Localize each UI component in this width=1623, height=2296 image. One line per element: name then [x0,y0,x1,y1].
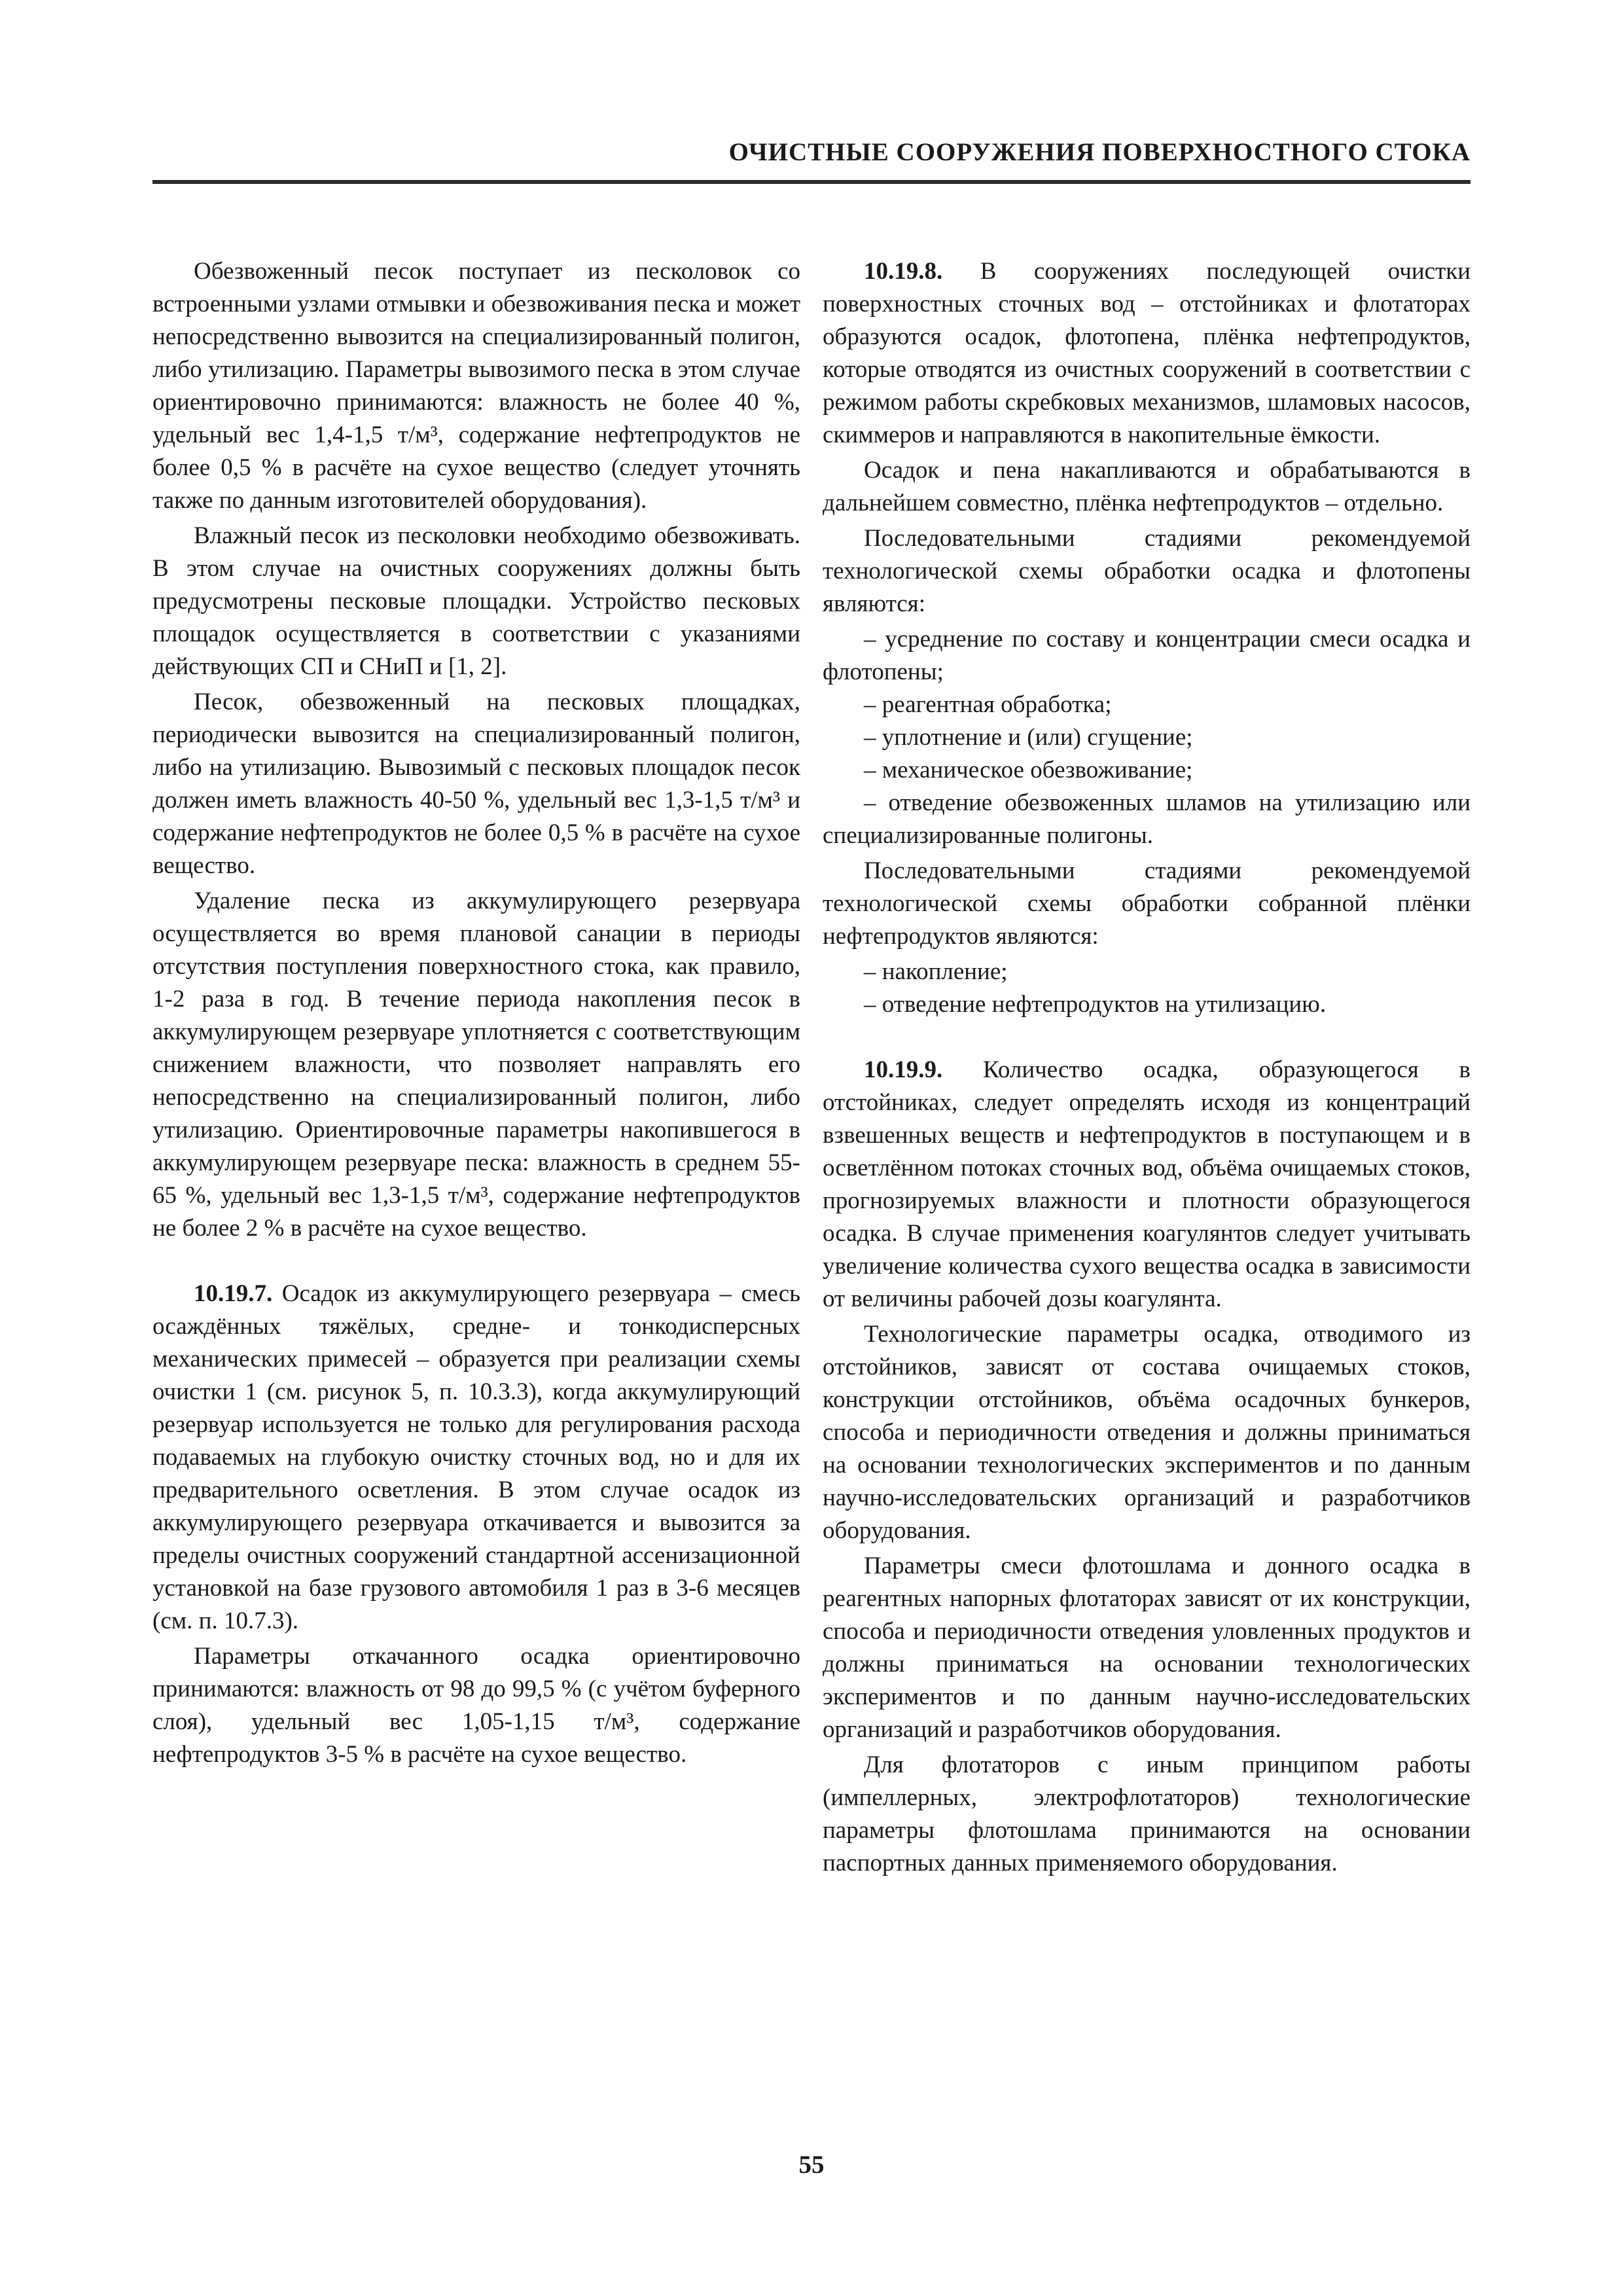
right-column [823,255,1471,1882]
page-number: 55 [798,2151,825,2179]
running-title: ОЧИСТНЫЕ СООРУЖЕНИЯ ПОВЕРХНОСТНОГО СТОКА [728,138,1471,166]
paragraph: Осадок и пена накапливаются и обрабатываются в дальнейшем совместно, плёнка нефтепродуктов – отдельно. [823,457,1471,516]
paragraph: Влажный песок из песколовки необходимо обезвоживать. В этом случае на очистных сооружениях должны быть предусмотрены песковые площадки. Устройство песковых площадок осуществляется в соответствии с указаниями действующих СП и СНиП и [1, 2]. [152,522,800,680]
list-item: – усреднение по составу и концентрации смеси осадка и флотопены; [823,626,1471,685]
paragraph: Удаление песка из аккумулирующего резервуара осуществляется во время плановой санации в периоды отсутствия поступления поверхностного стока, как правило, 1-2 раза в год. В течение периода накопления песок в аккумулирующем резервуаре уплотняется с соответствующим снижением влажности, что позволяет направлять его непосредственно на специализированный полигон, либо утилизацию. Ориентировочные параметры накопившегося в аккумулирующем резервуаре песка: влажность в среднем 55-65 %, удельный вес 1,3-1,5 т/м³, содержание нефтепродуктов не более 2 % в расчёте на сухое вещество. [152,888,800,1242]
paragraph: Параметры смеси флотошлама и донного осадка в реагентных напорных флотаторах зависят от их конструкции, способа и периодичности отведения уловленных продуктов и должны приниматься на основании технологических экспериментов и по данным научно-исследовательских организаций и разработчиков оборудования. [823,1552,1471,1743]
section-number: 10.19.8. [864,258,943,285]
paragraph: Последовательными стадиями рекомендуемой технологической схемы обработки осадка и флотопены являются: [823,525,1471,617]
section-text: В сооружениях последующей очистки поверхностных сточных вод – отстойниках и флотаторах образуются осадок, флотопена, плёнка нефтепродуктов, которые отводятся из очистных сооружений в соответствии с режимом работы скребковых механизмов, шламовых насосов, скиммеров и направляются в накопительные ёмкости. [823,258,1471,448]
list-item: – уплотнение и (или) сгущение; [864,724,1193,751]
section-10-19-7 [152,1278,800,1638]
paragraph: Последовательными стадиями рекомендуемой технологической схемы обработки собранной плёнки нефтепродуктов являются: [823,857,1471,950]
list-item: – механическое обезвоживание; [864,757,1193,783]
list-item: – реагентная обработка; [864,691,1112,718]
section-number: 10.19.7. [194,1280,273,1307]
paragraph: Технологические параметры осадка, отводимого из отстойников, зависят от состава очищаемых стоков, конструкции отстойников, объёма осадочных бункеров, способа и периодичности отведения и должны приниматься на основании технологических экспериментов и по данным научно-исследовательских организаций и разработчиков оборудования. [823,1321,1471,1544]
list-item: – накопление; [864,958,1008,985]
section-10-19-8 [823,255,1471,452]
paragraph: Песок, обезвоженный на песковых площадках, периодически вывозится на специализированный полигон, либо на утилизацию. Вывозимый с песковых площадок песок должен иметь влажность 40-50 %, удельный вес 1,3-1,5 т/м³ и содержание нефтепродуктов не более 0,5 % в расчёте на сухое вещество. [152,689,800,879]
list-item: – отведение обезвоженных шламов на утилизацию или специализированные полигоны. [823,789,1471,849]
section-number: 10.19.9. [864,1056,943,1083]
header-rule [152,180,1471,184]
left-column [152,255,800,1774]
list-item: – отведение нефтепродуктов на утилизацию. [864,991,1327,1018]
paragraph: Для флотаторов с иным принципом работы (импеллерных, электрофлотаторов) технологические параметры флотошлама принимаются на основании паспортных данных применяемого оборудования. [823,1751,1471,1876]
paragraph: Обезвоженный песок поступает из песколовок со встроенными узлами отмывки и обезвоживания песка и может непосредственно вывозится на специализированный полигон, либо утилизацию. Параметры вывозимого песка в этом случае ориентировочно принимаются: влажность не более 40 %, удельный вес 1,4-1,5 т/м³, содержание нефтепродуктов не более 0,5 % в расчёте на сухое вещество (следует уточнять также по данным изготовителей оборудования). [152,258,800,514]
section-text: Осадок из аккумулирующего резервуара – смесь осаждённых тяжёлых, средне- и тонкодисперсных механических примесей – образуется при реализации схемы очистки 1 (см. рисунок 5, п. 10.3.3), когда аккумулирующий резервуар используется не только для регулирования расхода подаваемых на глубокую очистку сточных вод, но и для их предварительного осветления. В этом случае осадок из аккумулирующего резервуара откачивается и вывозится за пределы очистных сооружений стандартной ассенизационной установкой на базе грузового автомобиля 1 раз в 3-6 месяцев (см. п. 10.7.3). [152,1280,800,1634]
paragraph: Параметры откачанного осадка ориентировочно принимаются: влажность от 98 до 99,5 % (с учётом буферного слоя), удельный вес 1,05-1,15 т/м³, содержание нефтепродуктов 3-5 % в расчёте на сухое вещество. [152,1643,800,1768]
section-10-19-9 [823,1054,1471,1316]
section-text: Количество осадка, образующегося в отстойниках, следует определять исходя из концентраций взвешенных веществ и нефтепродуктов в поступающем и в осветлённом потоках сточных вод, объёма очищаемых стоков, прогнозируемых влажности и плотности образующегося осадка. В случае применения коагулянтов следует учитывать увеличение количества сухого вещества осадка в зависимости от величины рабочей дозы коагулянта. [823,1056,1471,1312]
